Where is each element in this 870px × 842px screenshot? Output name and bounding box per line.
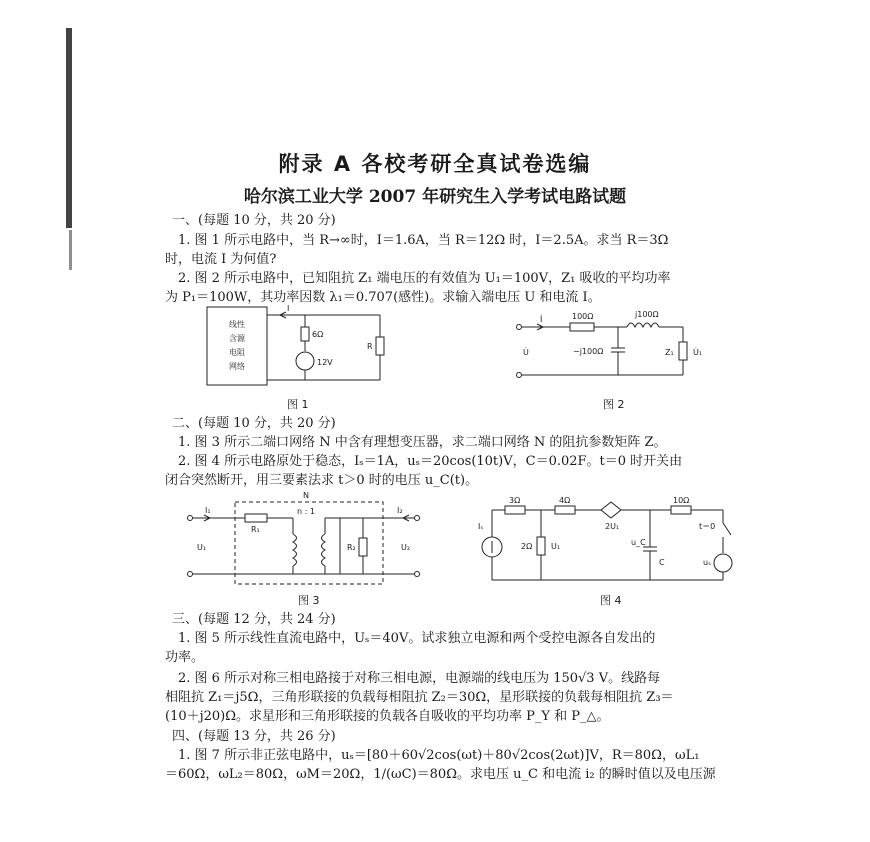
question-1-2-line-b: 为 P₁＝100W，其功率因数 λ₁＝0.707(感性)。求输入端电压 U 和电流 I。 <box>165 290 601 305</box>
question-3-2-line-b: 相阻抗 Z₁＝j5Ω，三角形联接的负载每相阻抗 Z₂＝30Ω，星形联接的负载每相阻抗 Z₃＝ <box>165 690 674 705</box>
question-3-1-line-b: 功率。 <box>165 650 205 665</box>
section-3-heading: 三、(每题 12 分，共 24 分) <box>172 612 336 627</box>
question-1-2-line-a: 2. 图 2 所示电路中，已知阻抗 Z₁ 端电压的有效值为 U₁＝100V，Z₁ 吸收的平均功率 <box>178 271 671 286</box>
question-3-2-line-a: 2. 图 6 所示对称三相电路接于对称三相电源，电源端的线电压为 150√3 V。线路每 <box>178 671 661 686</box>
figure-1-caption: 图 1 <box>287 398 309 411</box>
fig4-switch-label: t＝0 <box>699 522 716 531</box>
fig3-network-label: N <box>303 491 309 500</box>
fig1-source-12v-label: 12V <box>317 358 333 367</box>
fig2-z1-label: Z₁ <box>665 348 674 357</box>
section-2-heading: 二、(每题 10 分，共 20 分) <box>172 416 336 431</box>
fig2-current-label: İ <box>540 315 543 324</box>
fig4-resistor-4-label: 4Ω <box>559 496 571 505</box>
fig3-ratio-label: n : 1 <box>297 507 315 516</box>
figure-2-caption: 图 2 <box>603 398 625 411</box>
figure-2-circuit <box>515 305 715 385</box>
figure-4-caption: 图 4 <box>600 594 622 607</box>
fig4-resistor-2-label: 2Ω <box>521 542 533 551</box>
fig4-uc-label: u_C <box>631 538 646 547</box>
fig3-u1-label: U₁ <box>197 543 207 552</box>
appendix-title: 附录 A 各校考研全真试卷选编 <box>278 152 592 176</box>
fig1-box-text-1: 线性 <box>229 320 245 329</box>
fig2-capacitor-label: −j100Ω <box>573 347 604 356</box>
fig1-box-text-4: 网络 <box>229 362 245 371</box>
question-1-1-line-a: 1. 图 1 所示电路中，当 R→∞时，I＝1.6A，当 R＝12Ω 时，I＝2.5A。求当 R＝3Ω <box>178 233 669 248</box>
fig2-u1-label: U̇₁ <box>693 348 703 357</box>
fig3-i1-label: I₁ <box>205 506 211 515</box>
scan-edge-mark-lower <box>69 230 72 270</box>
fig2-resistor-label: 100Ω <box>572 312 594 321</box>
fig4-u1-label: U₁ <box>551 542 561 551</box>
fig2-inductor-label: j100Ω <box>635 310 659 319</box>
fig3-i2-label: I₂ <box>397 506 403 515</box>
fig3-r1-label: R₁ <box>251 525 260 534</box>
fig1-box-text-2: 含源 <box>229 334 245 343</box>
fig4-resistor-3-label: 3Ω <box>509 496 521 505</box>
fig4-us-label: uₛ <box>703 558 712 567</box>
fig3-r2-label: R₂ <box>347 543 356 552</box>
question-4-1-line-a: 1. 图 7 所示非正弦电路中，uₛ＝[80＋60√2cos(ωt)＋80√2cos(2ωt)]V，R＝80Ω，ωL₁ <box>178 748 700 763</box>
question-2-2-line-b: 闭合突然断开，用三要素法求 t＞0 时的电压 u_C(t)。 <box>165 473 479 488</box>
question-4-1-line-b: ＝60Ω，ωL₂＝80Ω，ωM＝20Ω，1/(ωC)＝80Ω。求电压 u_C 和电流 i₂ 的瞬时值以及电压源 <box>165 767 716 782</box>
question-3-2-line-c: (10＋j20)Ω。求星形和三角形联接的负载各自吸收的平均功率 P_Y 和 P_△。 <box>165 709 610 724</box>
fig4-capacitor-label: C <box>659 558 665 567</box>
fig1-resistor-6-label: 6Ω <box>312 330 324 339</box>
fig1-current-label: I <box>287 305 290 313</box>
section-4-heading: 四、(每题 13 分，共 26 分) <box>172 729 336 744</box>
figure-4-circuit <box>475 495 745 585</box>
figure-1-circuit <box>205 305 395 390</box>
question-2-2-line-a: 2. 图 4 所示电路原处于稳态，Iₛ＝1A，uₛ＝20cos(10t)V，C＝0.02F。t＝0 时开关由 <box>178 454 683 469</box>
section-1-heading: 一、(每题 10 分，共 20 分) <box>172 213 336 228</box>
fig4-is-label: Iₛ <box>478 522 484 531</box>
fig4-dependent-source-label: 2U₁ <box>605 522 620 531</box>
question-1-1-line-b: 时，电流 I 为何值? <box>165 252 277 267</box>
fig2-input-voltage-label: U̇ <box>523 348 529 357</box>
fig4-resistor-10-label: 10Ω <box>673 496 690 505</box>
fig3-u2-label: U₂ <box>401 543 411 552</box>
exam-title: 哈尔滨工业大学 2007 年研究生入学考试电路试题 <box>243 187 627 207</box>
question-3-1-line-a: 1. 图 5 所示线性直流电路中，Uₛ＝40V。试求独立电源和两个受控电源各自发出的 <box>178 631 656 646</box>
figure-3-caption: 图 3 <box>298 594 320 607</box>
fig1-box-text-3: 电阻 <box>229 348 245 357</box>
figure-3-circuit <box>185 490 425 585</box>
question-2-1: 1. 图 3 所示二端口网络 N 中含有理想变压器，求二端口网络 N 的阻抗参数矩阵 Z。 <box>178 435 667 450</box>
fig1-resistor-r-label: R <box>367 342 373 351</box>
